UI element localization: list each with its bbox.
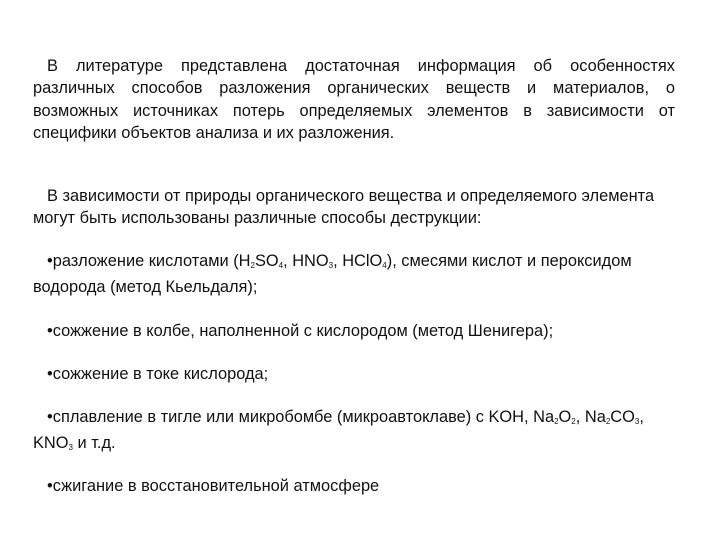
bullet-marker: • bbox=[47, 365, 53, 383]
bullet-oxygen-stream-combustion: •сожжение в токе кислорода; bbox=[47, 365, 269, 383]
bullet-marker: • bbox=[47, 252, 53, 270]
bullet-fusion: •сплавление в тигле или микробомбе (микроавтоклаве) с KOH, $Na_2O_2$, $Na_2CO_3$, $KNO_3$ и т.д. bbox=[33, 408, 644, 452]
intro-paragraph: В литературе представлена достаточная информация об особенностях различных способов разложения органических веществ и материалов, о возможных источниках потерь определяемых элементов в зависимости от специфики объектов анализа и их разложения. bbox=[33, 57, 675, 142]
bullet-flask-combustion: •сожжение в колбе, наполненной с кислородом (метод Шенигера); bbox=[47, 322, 554, 340]
bullet-marker: • bbox=[47, 322, 53, 340]
bullet-marker: • bbox=[47, 477, 53, 495]
bullet-acid-decomposition: •разложение кислотами ($H_2SO_4$, $HNO_3$, HClO$_4$), смесями кислот и пероксидом водорода (метод Кьельдаля); bbox=[33, 252, 632, 296]
bullet-marker: • bbox=[47, 408, 53, 426]
bullet-reducing-atmosphere: •сжигание в восстановительной атмосфере bbox=[47, 477, 380, 495]
destruction-methods-paragraph: В зависимости от природы органического вещества и определяемого элемента могут быть использованы различные способы деструкции: bbox=[33, 187, 655, 228]
